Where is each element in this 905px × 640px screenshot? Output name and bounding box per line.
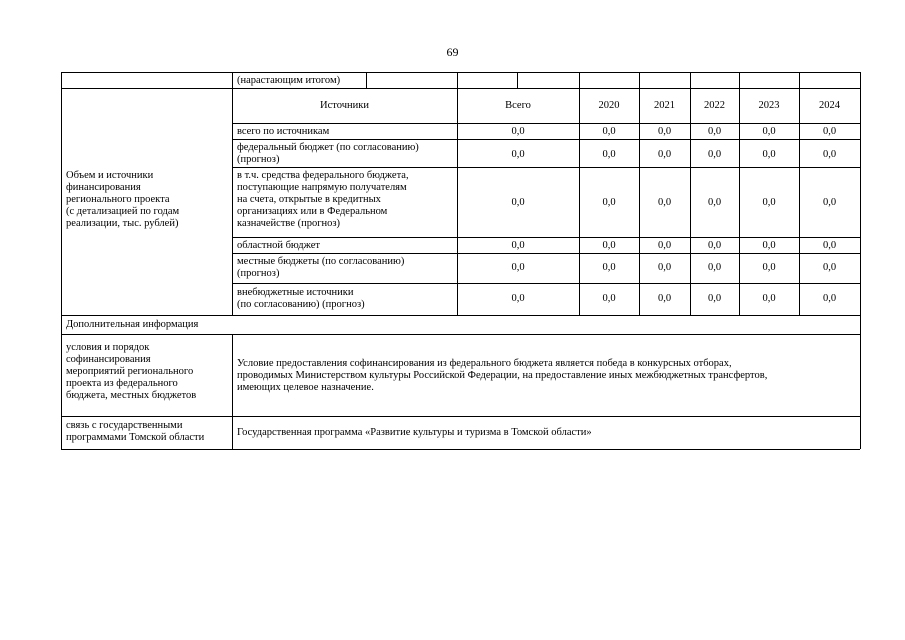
source-value: 0,0: [602, 293, 616, 304]
table-border-right: [860, 72, 861, 449]
page-number: 69: [446, 45, 459, 59]
source-value: 0,0: [657, 126, 672, 137]
row-divider: [232, 283, 860, 284]
row-divider: [61, 334, 860, 335]
link-label: связь с государственными программами Томской области: [66, 420, 205, 443]
source-value: 0,0: [511, 293, 525, 304]
table-border-top: [61, 72, 860, 73]
source-value: 0,0: [707, 240, 722, 251]
source-label: областной бюджет: [237, 240, 320, 251]
source-value: 0,0: [657, 240, 672, 251]
source-value: 0,0: [707, 126, 722, 137]
header-year: 2023: [758, 100, 780, 111]
header-year: 2024: [819, 100, 840, 111]
column-divider: [232, 334, 233, 449]
source-value: 0,0: [707, 293, 722, 304]
link-text: Государственная программа «Развитие культуры и туризма в Томской области»: [237, 427, 592, 438]
source-label: федеральный бюджет (по согласованию) (прогноз): [237, 142, 419, 165]
source-value: 0,0: [762, 126, 776, 137]
row-divider: [232, 139, 860, 140]
source-value: 0,0: [511, 149, 525, 160]
row-divider: [61, 416, 860, 417]
row-divider: [232, 123, 860, 124]
row-divider: [232, 167, 860, 168]
source-value: 0,0: [707, 197, 722, 208]
source-value: 0,0: [602, 197, 616, 208]
table-border-left: [61, 72, 62, 449]
source-label: в т.ч. средства федерального бюджета, поступающие напрямую получателям на счета, открытые в кредитных организациях или в Федеральном казначействе (прогноз): [237, 170, 409, 229]
row-divider: [61, 315, 860, 316]
source-value: 0,0: [657, 262, 672, 273]
source-value: 0,0: [822, 149, 837, 160]
top-row-label: (нарастающим итогом): [237, 75, 341, 86]
source-value: 0,0: [762, 240, 776, 251]
source-value: 0,0: [602, 262, 616, 273]
source-value: 0,0: [511, 126, 525, 137]
source-value: 0,0: [657, 197, 672, 208]
row-divider: [232, 253, 860, 254]
financing-section-label: Объем и источники финансирования регионального проекта (с детализацией по годам реализации, тыс. рублей): [66, 170, 180, 229]
source-value: 0,0: [822, 126, 837, 137]
source-value: 0,0: [707, 262, 722, 273]
source-value: 0,0: [511, 262, 525, 273]
source-value: 0,0: [822, 293, 837, 304]
source-value: 0,0: [602, 149, 616, 160]
source-label: всего по источникам: [237, 126, 330, 137]
source-value: 0,0: [822, 197, 837, 208]
source-value: 0,0: [657, 293, 672, 304]
source-label: местные бюджеты (по согласованию) (прогноз): [237, 256, 405, 279]
source-value: 0,0: [762, 262, 776, 273]
conditions-text: Условие предоставления софинансирования из федерального бюджета является победа в конкурсных отборах, проводимых Министерством культуры Российской Федерации, на предоставление иных межбюджетных трансфертов, имеющих целевое назначение.: [237, 358, 768, 393]
source-value: 0,0: [707, 149, 722, 160]
header-sources: Источники: [320, 100, 369, 111]
source-value: 0,0: [657, 149, 672, 160]
source-value: 0,0: [602, 240, 616, 251]
source-value: 0,0: [602, 126, 616, 137]
header-total: Всего: [505, 100, 531, 111]
source-label: внебюджетные источники (по согласованию) (прогноз): [237, 287, 365, 310]
table-border-bottom: [61, 449, 860, 450]
column-divider: [366, 72, 367, 88]
header-year: 2021: [654, 100, 675, 111]
header-year: 2020: [598, 100, 620, 111]
additional-info-title: Дополнительная информация: [66, 319, 199, 330]
source-value: 0,0: [762, 197, 776, 208]
row-divider: [61, 88, 860, 89]
source-value: 0,0: [822, 262, 837, 273]
source-value: 0,0: [511, 197, 525, 208]
source-value: 0,0: [762, 149, 776, 160]
row-divider: [232, 237, 860, 238]
source-value: 0,0: [822, 240, 837, 251]
source-value: 0,0: [511, 240, 525, 251]
conditions-label: условия и порядок софинансирования мероприятий регионального проекта из федерального бюджета, местных бюджетов: [66, 342, 197, 401]
source-value: 0,0: [762, 293, 776, 304]
header-year: 2022: [704, 100, 725, 111]
column-divider: [517, 72, 518, 88]
